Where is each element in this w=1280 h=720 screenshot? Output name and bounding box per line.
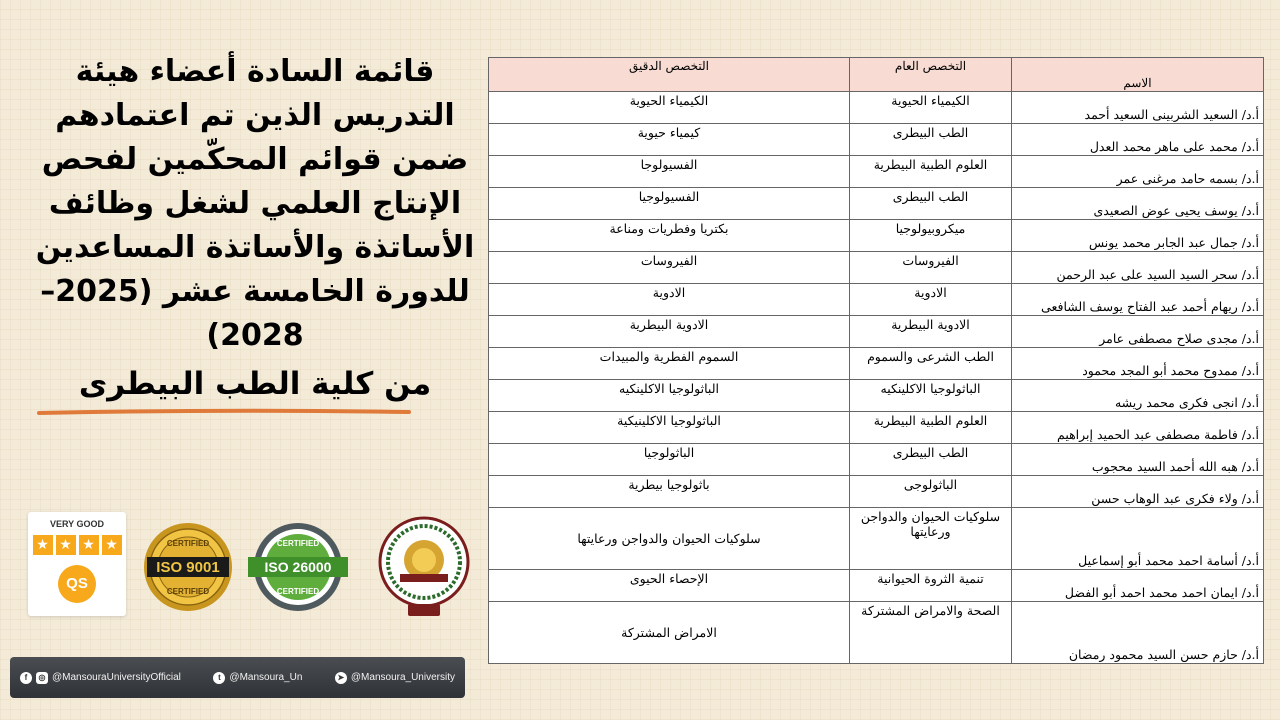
star-icon: ★: [102, 535, 122, 555]
cell-name: أ.د/ فاطمة مصطفى عبد الحميد إبراهيم: [1012, 412, 1264, 444]
cell-specific-specialty: الفسيولوجيا: [489, 188, 850, 220]
facebook-handle: @MansouraUniversityOfficial: [52, 672, 181, 683]
table-row: [489, 92, 1264, 124]
iso-9001-bottom: CERTIFIED: [166, 587, 210, 596]
faculty-name: من كلية الطب البيطرى: [78, 366, 432, 402]
header-specific-specialty: التخصص الدقيق: [489, 58, 850, 92]
cell-general-specialty: الباثولوجى: [850, 476, 1012, 508]
header-name: الاسم: [1012, 58, 1264, 92]
cell-general-specialty: الطب الشرعى والسموم: [850, 348, 1012, 380]
cell-specific-specialty: الكيمياء الحيوية: [489, 92, 850, 124]
cell-general-specialty: ميكروبيولوجيا: [850, 220, 1012, 252]
twitter-icon: t: [213, 672, 225, 684]
cell-general-specialty: الادوية: [850, 284, 1012, 316]
star-icon: ★: [33, 535, 53, 555]
iso-9001-top: CERTIFIED: [166, 539, 210, 548]
cell-specific-specialty: الإحصاء الحيوى: [489, 570, 850, 602]
cell-general-specialty: العلوم الطبية البيطرية: [850, 412, 1012, 444]
cell-name: أ.د/ انجى فكرى محمد ريشه: [1012, 380, 1264, 412]
cell-specific-specialty: الباثولوجيا الاكلينيكية: [489, 412, 850, 444]
cell-name: أ.د/ سحر السيد السيد على عبد الرحمن: [1012, 252, 1264, 284]
table-row: [489, 348, 1264, 380]
cell-general-specialty: الطب البيطرى: [850, 188, 1012, 220]
iso-26000-badge: [246, 522, 350, 612]
social-facebook-instagram[interactable]: [20, 672, 181, 684]
table-row: [489, 476, 1264, 508]
cell-specific-specialty: سلوكيات الحيوان والدواجن ورعايتها: [489, 508, 850, 570]
table-row: [489, 316, 1264, 348]
cell-name: أ.د/ مجدى صلاح مصطفى عامر: [1012, 316, 1264, 348]
cell-specific-specialty: الباثولوجيا: [489, 444, 850, 476]
table-header-row: [489, 58, 1264, 92]
table-row: [489, 570, 1264, 602]
iso-26000-top: CERTIFIED: [276, 539, 320, 548]
iso-26000-bottom: CERTIFIED: [276, 587, 320, 596]
cell-specific-specialty: باثولوجيا بيطرية: [489, 476, 850, 508]
telegram-icon: ➤: [335, 672, 347, 684]
cell-general-specialty: الادوية البيطرية: [850, 316, 1012, 348]
table-row: [489, 188, 1264, 220]
social-telegram[interactable]: [335, 672, 455, 684]
cell-name: أ.د/ بسمه حامد مرغنى عمر: [1012, 156, 1264, 188]
faculty-table: [488, 57, 1264, 664]
cell-general-specialty: الفيروسات: [850, 252, 1012, 284]
social-media-bar: [10, 657, 465, 698]
table-row: [489, 380, 1264, 412]
table-row: [489, 602, 1264, 664]
table-row: [489, 508, 1264, 570]
cell-name: أ.د/ هبه الله أحمد السيد محجوب: [1012, 444, 1264, 476]
cell-specific-specialty: بكتريا وفطريات ومناعة: [489, 220, 850, 252]
header-general-specialty: التخصص العام: [850, 58, 1012, 92]
twitter-handle: @Mansoura_Un: [229, 672, 303, 683]
cell-name: أ.د/ يوسف يحيى عوض الصعيدى: [1012, 188, 1264, 220]
cell-name: أ.د/ ريهام أحمد عبد الفتاح يوسف الشافعى: [1012, 284, 1264, 316]
table-row: [489, 156, 1264, 188]
cell-name: أ.د/ ايمان احمد محمد احمد أبو الفضل: [1012, 570, 1264, 602]
mansoura-university-seal: [378, 512, 470, 622]
cell-specific-specialty: الفسيولوجا: [489, 156, 850, 188]
cell-name: أ.د/ ولاء فكرى عبد الوهاب حسن: [1012, 476, 1264, 508]
cell-name: أ.د/ حازم حسن السيد محمود رمضان: [1012, 602, 1264, 664]
cell-specific-specialty: الامراض المشتركة: [489, 602, 850, 664]
table-row: [489, 412, 1264, 444]
star-icon: ★: [79, 535, 99, 555]
page-title: قائمة السادة أعضاء هيئة التدريس الذين تم اعتمادهم ضمن قوائم المحكّمين لفحص الإنتاج العلمي لشغل وظائف الأساتذة والأساتذة المساعدين للدورة الخامسة عشر (2025–2028): [35, 54, 475, 353]
qs-rating-label: VERY GOOD: [49, 519, 104, 529]
cell-specific-specialty: الادوية البيطرية: [489, 316, 850, 348]
telegram-handle: @Mansoura_University: [350, 672, 455, 683]
cell-general-specialty: تنمية الثروة الحيوانية: [850, 570, 1012, 602]
star-icon: ★: [56, 535, 76, 555]
cell-name: أ.د/ جمال عبد الجابر محمد يونس: [1012, 220, 1264, 252]
iso-9001-badge: [143, 522, 233, 612]
cell-general-specialty: الكيمياء الحيوية: [850, 92, 1012, 124]
cell-general-specialty: الطب البيطرى: [850, 124, 1012, 156]
table-row: [489, 444, 1264, 476]
cell-specific-specialty: كيمياء حيوية: [489, 124, 850, 156]
social-twitter[interactable]: [213, 672, 302, 684]
cell-general-specialty: الصحة والامراض المشتركة: [850, 602, 1012, 664]
cell-name: أ.د/ أسامة احمد محمد أبو إسماعيل: [1012, 508, 1264, 570]
iso-26000-label: ISO 26000: [264, 559, 332, 575]
table-row: [489, 220, 1264, 252]
iso-9001-label: ISO 9001: [156, 559, 220, 576]
cell-specific-specialty: الفيروسات: [489, 252, 850, 284]
cell-general-specialty: الطب البيطرى: [850, 444, 1012, 476]
table-row: [489, 284, 1264, 316]
cell-general-specialty: سلوكيات الحيوان والدواجن ورعايتها: [850, 508, 1012, 570]
instagram-icon: ◎: [36, 672, 48, 684]
cell-name: أ.د/ ممدوح محمد أبو المجد محمود: [1012, 348, 1264, 380]
title-underline: [37, 408, 411, 416]
cell-name: أ.د/ السعيد الشربينى السعيد أحمد: [1012, 92, 1264, 124]
qs-stars: [28, 535, 126, 555]
cell-specific-specialty: الادوية: [489, 284, 850, 316]
table-row: [489, 124, 1264, 156]
qs-rating-badge: [28, 512, 126, 616]
table-row: [489, 252, 1264, 284]
qs-logo: QS: [58, 565, 96, 603]
faculty-table-container: [488, 57, 1263, 663]
cell-general-specialty: العلوم الطبية البيطرية: [850, 156, 1012, 188]
cell-general-specialty: الباثولوجيا الاكلينكيه: [850, 380, 1012, 412]
headline-block: [30, 50, 480, 406]
cell-specific-specialty: الباثولوجيا الاكلينكيه: [489, 380, 850, 412]
cell-name: أ.د/ محمد على ماهر محمد العدل: [1012, 124, 1264, 156]
cell-specific-specialty: السموم الفطرية والمبيدات: [489, 348, 850, 380]
facebook-icon: f: [20, 672, 32, 684]
